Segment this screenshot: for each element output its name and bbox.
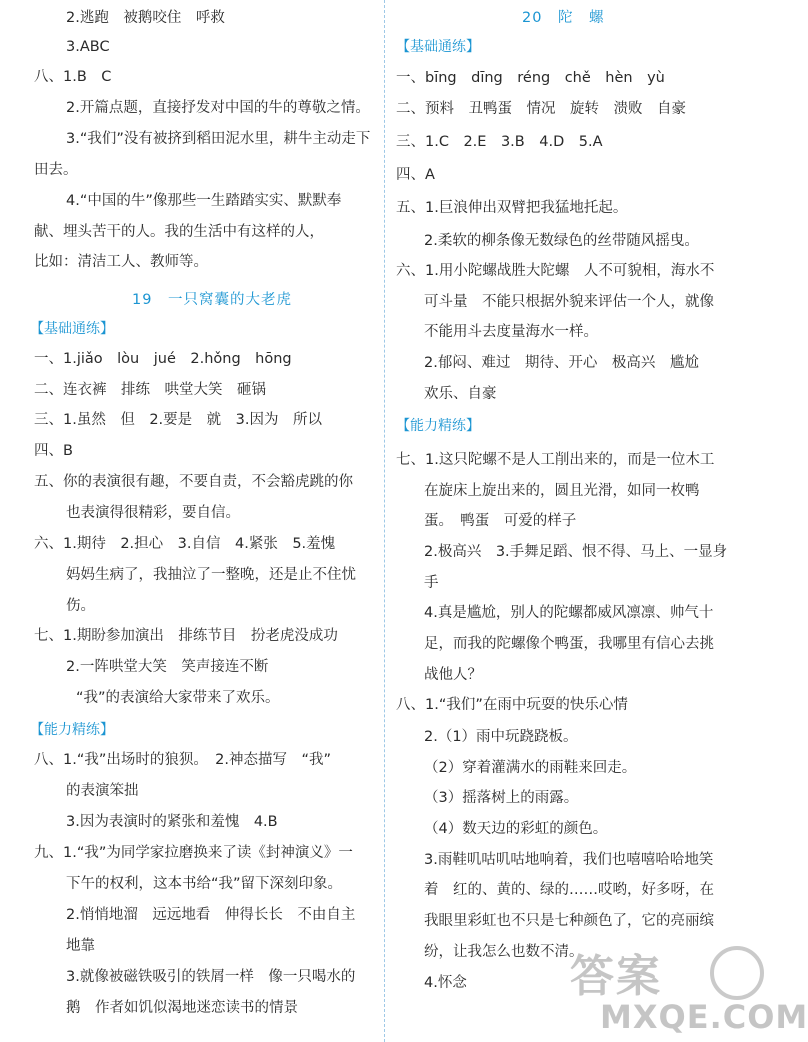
- answer-line: 九、1.“我”为同学家拉磨换来了读《封神演义》一: [34, 845, 353, 861]
- answer-line: （3）摇落树上的雨露。: [424, 790, 579, 806]
- answer-line: 七、1.期盼参加演出 排练节目 扮老虎没成功: [34, 628, 338, 644]
- answer-line: 4.“中国的牛”像那些一生踏踏实实、默默奉: [66, 193, 342, 209]
- answer-line: 手: [424, 575, 439, 591]
- answer-line: 的表演笨拙: [66, 783, 139, 799]
- answer-line: 2.开篇点题，直接抒发对中国的牛的尊敬之情。: [66, 100, 370, 116]
- answer-line: 也表演得很精彩，要自信。: [66, 505, 240, 521]
- left-column: [0, 0, 388, 1042]
- answer-line: 二、预料 丑鸭蛋 情况 旋转 溃败 自豪: [396, 101, 686, 117]
- answer-line: 3.就像被磁铁吸引的铁屑一样 像一只喝水的: [66, 969, 356, 985]
- answer-line: 纷，让我怎么也数不清。: [424, 944, 584, 960]
- answer-line: 七、1.这只陀螺不是人工削出来的，而是一位木工: [396, 452, 715, 468]
- chapter-title: 20 陀 螺: [522, 10, 605, 26]
- answer-line: 二、连衣裤 排练 哄堂大笑 砸锅: [34, 382, 266, 398]
- answer-line: 2.一阵哄堂大笑 笑声接连不断: [66, 659, 269, 675]
- chapter-title: 19 一只窝囊的大老虎: [132, 292, 292, 308]
- answer-line: 2.柔软的柳条像无数绿色的丝带随风摇曳。: [424, 233, 699, 249]
- section-heading: 【能力精练】: [30, 722, 114, 738]
- answer-line: 欢乐、自豪: [424, 386, 497, 402]
- answer-line: 下午的权利，这本书给“我”留下深刻印象。: [66, 876, 343, 892]
- answer-line: 在旋床上旋出来的，圆且光滑，如同一枚鸭: [424, 483, 700, 499]
- answer-line: 不能用斗去度量海水一样。: [424, 324, 598, 340]
- watermark-url: MXQE.COM: [600, 998, 808, 1036]
- answer-line: 献、埋头苦干的人。我的生活中有这样的人，: [34, 224, 324, 240]
- answer-line: 2.逃跑 被鹅咬住 呼救: [66, 10, 225, 26]
- answer-line: 蛋。 鸭蛋 可爱的样子: [424, 513, 577, 529]
- answer-line: 六、1.期待 2.担心 3.自信 4.紧张 5.羞愧: [34, 536, 336, 552]
- answer-line: 3.“我们”没有被挤到稻田泥水里，耕牛主动走下: [66, 131, 371, 147]
- answer-line: 六、1.用小陀螺战胜大陀螺 人不可貌相，海水不: [396, 263, 715, 279]
- answer-line: 四、A: [396, 167, 435, 183]
- answer-line: 4.怀念: [424, 975, 467, 991]
- section-heading: 【基础通练】: [396, 39, 480, 55]
- answer-line: 八、1.“我”出场时的狼狈。 2.神态描写 “我”: [34, 752, 331, 768]
- answer-line: 足，而我的陀螺像个鸭蛋，我哪里有信心去挑: [424, 636, 714, 652]
- answer-line: 2.极高兴 3.手舞足蹈、恨不得、马上、一显身: [424, 544, 728, 560]
- watermark-seal-icon: [710, 946, 764, 1000]
- watermark-logo-text: 答案: [570, 951, 662, 1002]
- site-watermark: [560, 940, 808, 1042]
- answer-line: 五、你的表演很有趣，不要自责，不会豁虎跳的你: [34, 474, 353, 490]
- answer-line: 2.（1）雨中玩跷跷板。: [424, 729, 578, 745]
- answer-line: 3.雨鞋叽咕叽咕地响着，我们也嘻嘻哈哈地笑: [424, 852, 714, 868]
- answer-line: 八、1.“我们”在雨中玩耍的快乐心情: [396, 697, 628, 713]
- answer-line: 2.郁闷、难过 期待、开心 极高兴 尴尬: [424, 355, 699, 371]
- section-heading: 【能力精练】: [396, 418, 480, 434]
- answer-line: 伤。: [66, 598, 95, 614]
- answer-line: 着 红的、黄的、绿的……哎哟，好多呀，在: [424, 882, 714, 898]
- answer-line: 我眼里彩虹也不只是七种颜色了，它的亮丽缤: [424, 913, 714, 929]
- answer-line: 可斗量 不能只根据外貌来评估一个人，就像: [424, 294, 714, 310]
- answer-line: 一、bīng dīng réng chě hèn yù: [396, 70, 665, 86]
- answer-line: （2）穿着灌满水的雨鞋来回走。: [424, 760, 637, 776]
- answer-line: 四、B: [34, 443, 73, 459]
- answer-line: 3.ABC: [66, 39, 110, 55]
- answer-line: 三、1.虽然 但 2.要是 就 3.因为 所以: [34, 412, 323, 428]
- answer-line: 战他人？: [424, 667, 482, 683]
- answer-line: 妈妈生病了，我抽泣了一整晚，还是止不住忧: [66, 567, 356, 583]
- answer-line: 地靠: [66, 938, 95, 954]
- answer-line: 3.因为表演时的紧张和羞愧 4.B: [66, 814, 278, 830]
- right-column: [390, 0, 772, 1042]
- answer-line: 比如：清洁工人、教师等。: [34, 254, 208, 270]
- answer-line: 4.真是尴尬，别人的陀螺都威风凛凛、帅气十: [424, 605, 714, 621]
- answer-line: 一、1.jiǎo lòu jué 2.hǒng hōng: [34, 351, 292, 367]
- section-heading: 【基础通练】: [30, 321, 114, 337]
- answer-line: 2.悄悄地溜 远远地看 伸得长长 不由自主: [66, 907, 356, 923]
- answer-line: 五、1.巨浪伸出双臂把我猛地托起。: [396, 200, 628, 216]
- answer-line: 鹅 作者如饥似渴地迷恋读书的情景: [66, 1000, 298, 1016]
- answer-line: 田去。: [34, 162, 78, 178]
- answer-line: （4）数天边的彩虹的颜色。: [424, 821, 608, 837]
- answer-line: “我”的表演给大家带来了欢乐。: [76, 690, 280, 706]
- answer-line: 八、1.B C: [34, 69, 112, 85]
- answer-line: 三、1.C 2.E 3.B 4.D 5.A: [396, 134, 603, 150]
